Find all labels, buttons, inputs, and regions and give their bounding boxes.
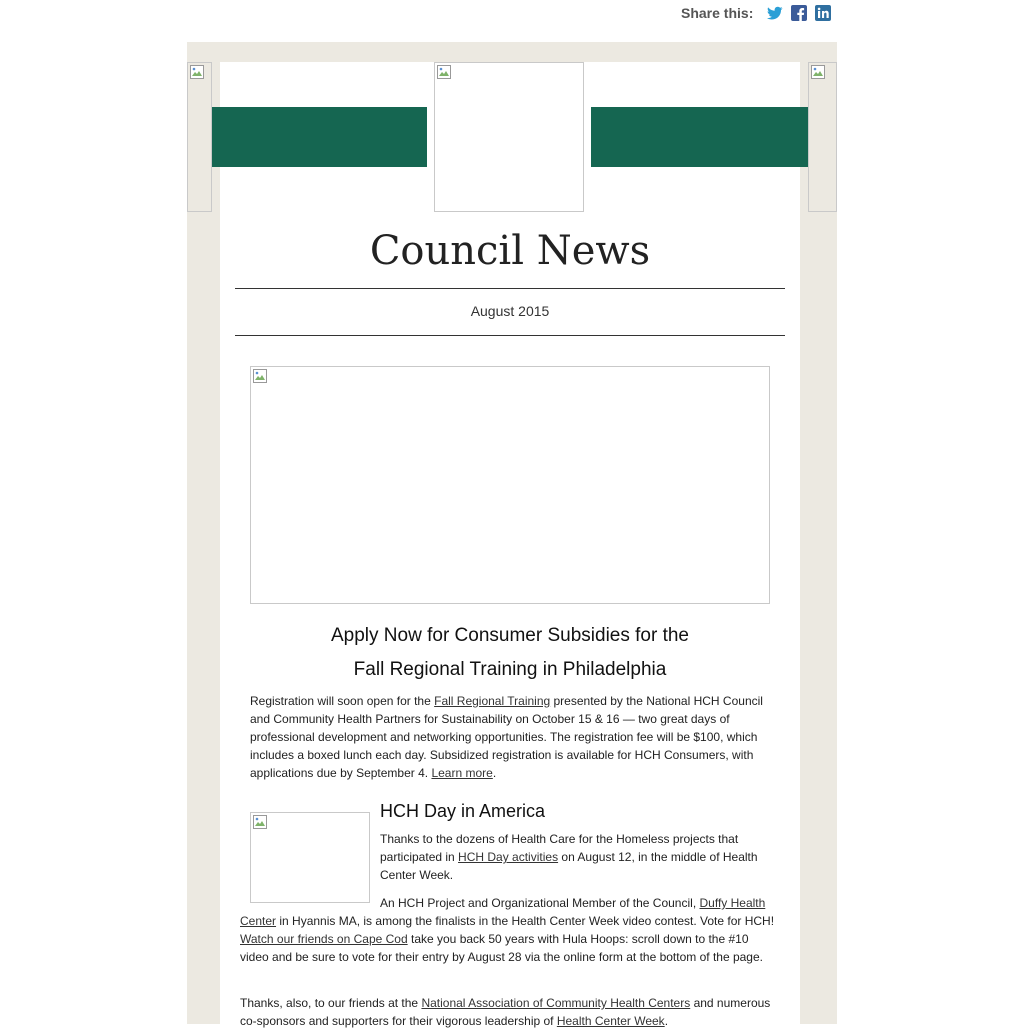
header-band-right: [591, 107, 808, 167]
header-side-image-right: [808, 62, 837, 212]
article-text: in Hyannis MA, is among the finalists in the Health Center Week video contest. Vote for HCH!: [276, 914, 775, 928]
hch-day-activities-link[interactable]: HCH Day activities: [458, 850, 559, 864]
twitter-icon[interactable]: [767, 5, 783, 21]
divider: [235, 335, 785, 336]
article-text: Thanks to the dozens of Health Care for the Homeless projects that participated in: [380, 832, 739, 864]
article-text: Thanks, also, to our friends at the: [240, 996, 422, 1010]
broken-image-icon: [811, 65, 825, 79]
issue-date: August 2015: [470, 303, 550, 319]
article-paragraph: [380, 830, 775, 884]
article-heading-line: Apply Now for Consumer Subsidies for the: [331, 625, 689, 646]
watch-cape-cod-link[interactable]: Watch our friends on Cape Cod: [240, 932, 408, 946]
article-heading-line: Fall Regional Training in Philadelphia: [353, 659, 667, 680]
article-text: .: [492, 766, 497, 780]
broken-image-icon: [190, 65, 204, 79]
article-paragraph: [240, 994, 780, 1030]
hch-day-image[interactable]: [250, 812, 370, 903]
article-text: take you back 50 years with Hula Hoops: scroll down to the #10 video and be sure to vote for their entry by August 28 via the online form at the bottom of the page.: [240, 932, 763, 964]
learn-more-link[interactable]: Learn more: [431, 766, 493, 780]
council-logo-image[interactable]: [434, 62, 584, 212]
share-label: Share this:: [681, 5, 754, 21]
header-side-image-left: [187, 62, 212, 212]
article-text: presented by the National HCH Council and Community Health Partners for Sustainability on October 15 & 16 — two great days of professional development and networking opportunities. The registration fee will be $100, which includes a boxed lunch each day. Subsidized registration is available for HCH Consumers, with applications due by September 4.: [250, 694, 763, 780]
article-text: on August 12, in the middle of Health Center Week.: [380, 850, 758, 882]
fall-regional-training-link[interactable]: Fall Regional Training: [434, 694, 551, 708]
article-heading: HCH Day in America: [380, 801, 546, 821]
article-paragraph: [240, 894, 780, 966]
article-text: An HCH Project and Organizational Member of the Council,: [380, 896, 700, 910]
broken-image-icon: [253, 815, 267, 829]
article-text: and numerous co-sponsors and supporters for their vigorous leadership of: [240, 996, 771, 1028]
article-paragraph: [250, 692, 780, 782]
hero-image[interactable]: [250, 366, 770, 604]
article-heading: [220, 619, 800, 687]
health-center-week-link[interactable]: Health Center Week: [556, 1014, 665, 1028]
nachc-link[interactable]: National Association of Community Health Centers: [421, 996, 691, 1010]
article-text: .: [664, 1014, 669, 1028]
broken-image-icon: [253, 369, 267, 383]
newsletter-title: Council News: [369, 228, 651, 274]
header-band-left: [212, 107, 427, 167]
linkedin-icon[interactable]: [815, 5, 831, 21]
divider: [235, 288, 785, 289]
facebook-icon[interactable]: [791, 5, 807, 21]
share-bar: [681, 3, 831, 23]
broken-image-icon: [437, 65, 451, 79]
article-text: Registration will soon open for the: [250, 694, 435, 708]
duffy-health-center-link[interactable]: Duffy Health Center: [240, 896, 766, 928]
